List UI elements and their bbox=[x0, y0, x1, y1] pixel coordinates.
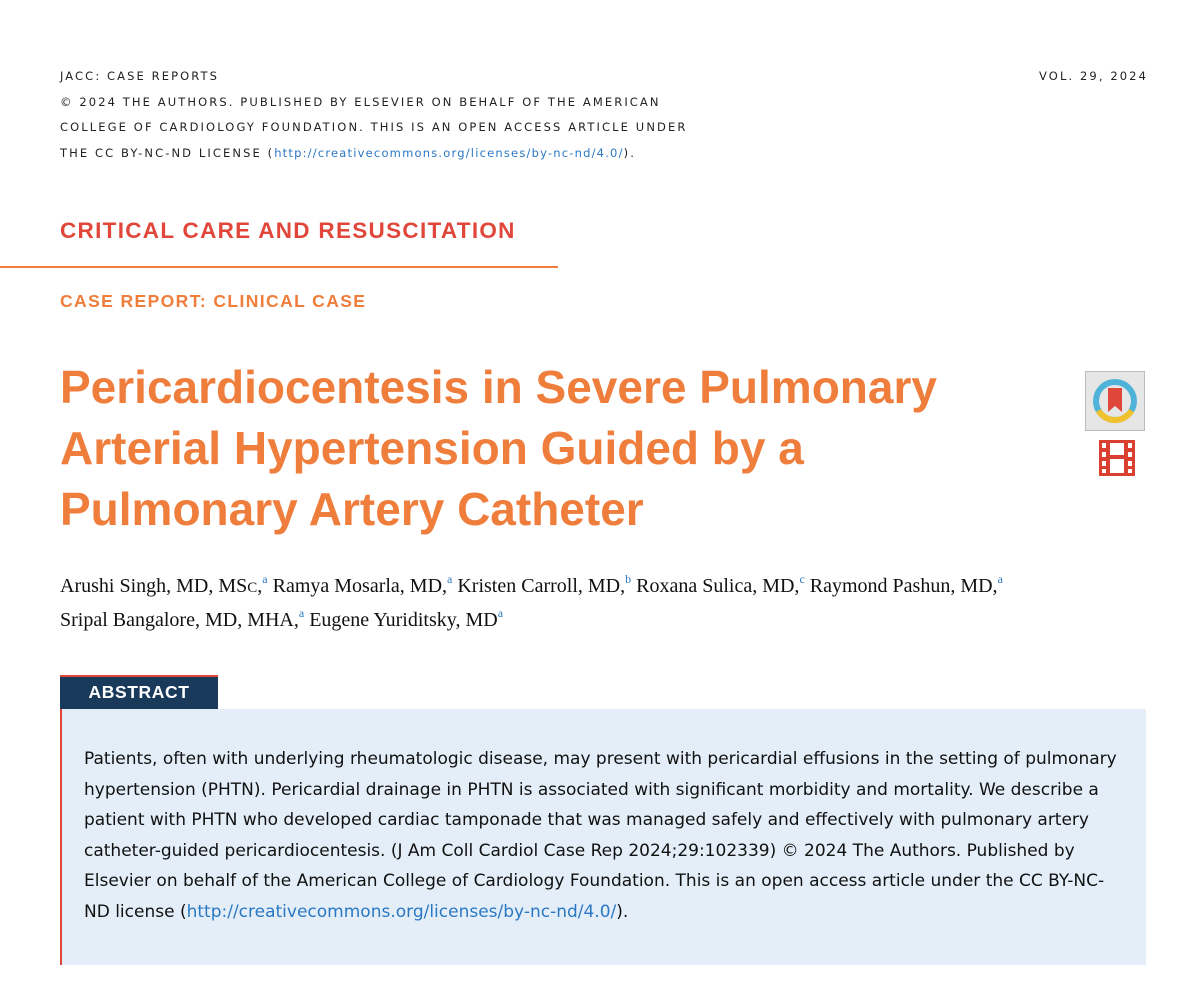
crossmark-button[interactable] bbox=[1085, 371, 1145, 431]
affiliation-link[interactable]: a bbox=[447, 572, 453, 586]
video-icon bbox=[1099, 440, 1135, 476]
author-7: Eugene Yuriditsky, $MD^a$ bbox=[309, 605, 504, 631]
affiliation-link[interactable]: a bbox=[262, 572, 268, 586]
copyright-line-3 bbox=[60, 141, 687, 167]
article-type: CASE REPORT: CLINICAL CASE bbox=[60, 291, 367, 311]
journal-name: JACC: CASE REPORTS bbox=[60, 69, 220, 83]
author-3: Kristen Carroll, MD,$^b$ bbox=[457, 572, 632, 597]
abstract-text bbox=[84, 744, 1124, 928]
author-line-1 bbox=[60, 571, 1160, 605]
author-6: Sripal Bangalore, MD, MHA,$^a$ bbox=[60, 605, 305, 631]
copyright-line-1: © 2024 THE AUTHORS. PUBLISHED BY ELSEVIER ON BEHALF OF THE AMERICAN bbox=[60, 94, 661, 109]
header-license-link[interactable]: http://creativecommons.org/licenses/by-nc-nd/4.0/ bbox=[274, 145, 624, 160]
abstract-box bbox=[60, 709, 1146, 965]
author-list bbox=[60, 571, 1160, 636]
abstract-body-suffix: ). bbox=[616, 901, 629, 922]
author-1: Arushi Singh, MD, MSC,$^a$ bbox=[60, 572, 268, 597]
affiliation-link[interactable]: b bbox=[625, 572, 632, 586]
author-line-2 bbox=[60, 605, 1160, 637]
affiliation-link[interactable]: c bbox=[799, 572, 805, 586]
section-title: CRITICAL CARE AND RESUSCITATION bbox=[60, 218, 516, 243]
article-title bbox=[60, 357, 1060, 540]
abstract-heading: ABSTRACT bbox=[60, 675, 218, 709]
affiliation-link[interactable]: a bbox=[298, 605, 305, 620]
copyright-line-3-prefix: THE CC BY-NC-ND LICENSE ( bbox=[60, 145, 275, 160]
copyright-line-3-suffix: ). bbox=[623, 145, 636, 160]
affiliation-link[interactable]: a bbox=[497, 605, 504, 620]
author-4: Roxana Sulica, MD,$^c$ bbox=[636, 572, 805, 597]
volume-label: VOL. 29, 2024 bbox=[1039, 69, 1148, 83]
author-5: Raymond Pashun, MD,$^a$ bbox=[809, 572, 1003, 597]
affiliation-link[interactable]: a bbox=[997, 572, 1003, 586]
title-line-2: Arterial Hypertension Guided by a bbox=[60, 422, 804, 474]
abstract-body: Patients, often with underlying rheumatologic disease, may present with pericardial effusions in the setting of pulmonary hypertension (PHTN). Pericardial drainage in PHTN is associated with significant morbidity and mortality. We describe a patient with PHTN who developed cardiac tamponade that was managed safely and effectively with pulmonary artery catheter-guided pericardiocentesis. (J Am Coll Cardiol Case Rep 2024;29:102339) © 2024 The Authors. Published by Elsevier on behalf of the American College of Cardiology Foundation. This is an open access article under the CC BY-NC-ND license ( bbox=[84, 749, 1117, 922]
crossmark-icon bbox=[1086, 372, 1144, 430]
abstract-license-link[interactable]: http://creativecommons.org/licenses/by-nc-nd/4.0/ bbox=[186, 901, 617, 922]
author-2: Ramya Mosarla, MD,$^a$ bbox=[272, 572, 453, 597]
journal-header bbox=[60, 64, 687, 166]
title-line-3: Pulmonary Artery Catheter bbox=[60, 483, 644, 535]
title-line-1: Pericardiocentesis in Severe Pulmonary bbox=[60, 361, 937, 413]
copyright-line-2: COLLEGE OF CARDIOLOGY FOUNDATION. THIS IS AN OPEN ACCESS ARTICLE UNDER bbox=[60, 120, 688, 134]
video-button[interactable] bbox=[1099, 440, 1135, 481]
section-divider bbox=[0, 266, 558, 268]
